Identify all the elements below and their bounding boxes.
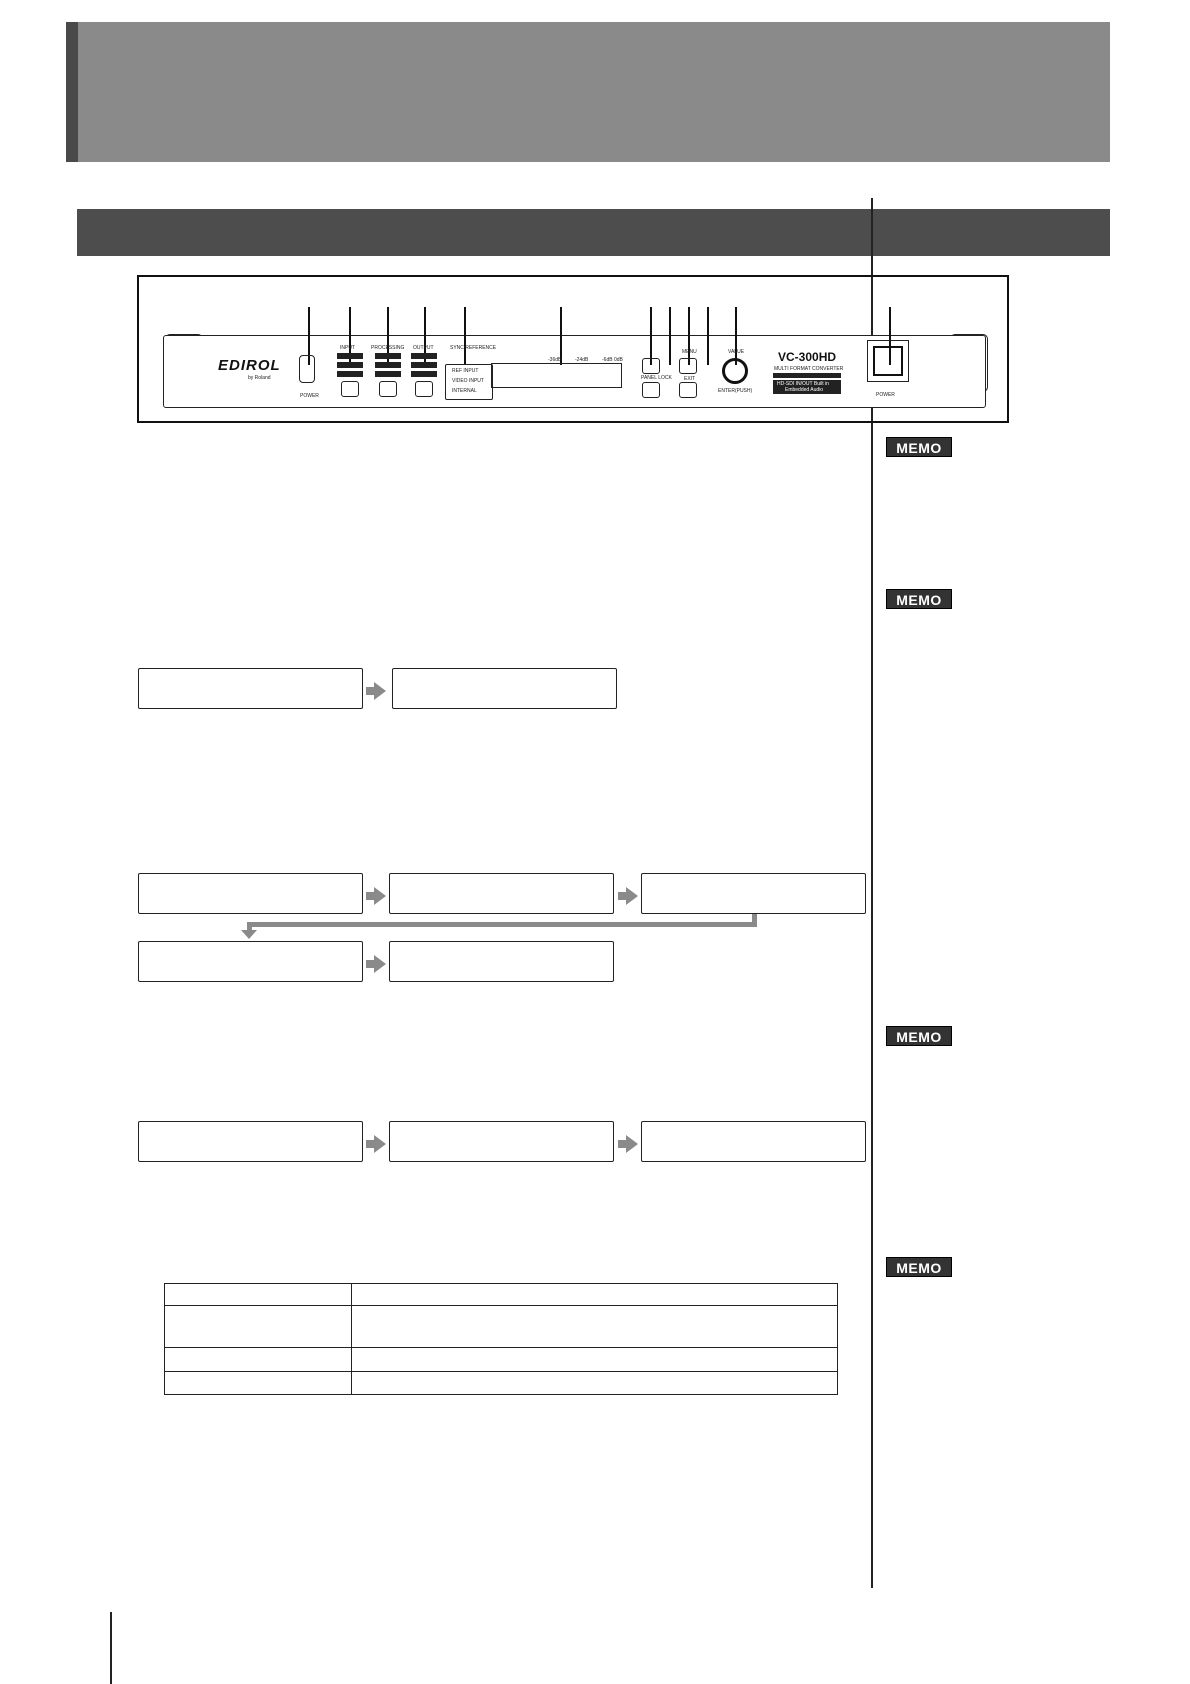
lcd-screen-scaling-type: [138, 873, 363, 914]
flow-connector: [247, 922, 252, 930]
lcd-line: [393, 1161, 610, 1162]
memo-badge: MEMO: [886, 589, 952, 609]
table-row: [165, 1348, 838, 1372]
lcd-screen-tc-generate: [389, 941, 614, 982]
flow-arrow-icon: [374, 682, 386, 700]
section-title-bar: [77, 209, 1110, 256]
meter-label: 0dB: [614, 357, 623, 363]
brand-sub: by Roland: [248, 375, 271, 381]
table-cell: [165, 1306, 352, 1348]
input-indicators: [337, 362, 363, 368]
table-row: [165, 1372, 838, 1395]
output-indicators: [411, 371, 437, 377]
callout-line: [688, 307, 690, 365]
flow-arrow-stem: [618, 892, 626, 900]
output-indicators: [411, 353, 437, 359]
lcd-line: [393, 981, 610, 982]
lcd-screen-video-source: [138, 668, 363, 709]
lcd-line: [142, 708, 359, 709]
value-label: VALUE: [728, 349, 745, 355]
input-button[interactable]: [341, 381, 359, 397]
lcd-screen-out-zoom: [389, 873, 614, 914]
exit-button[interactable]: [679, 382, 697, 398]
sync-option: INTERNAL: [452, 388, 477, 394]
processing-label: PROCESSING: [371, 345, 405, 351]
power-switch[interactable]: [867, 340, 909, 382]
lcd-screen-audio-delay: [641, 873, 866, 914]
table-cell: [352, 1306, 838, 1348]
lcd-line: [645, 1161, 862, 1162]
page-edge-rule: [110, 1612, 112, 1684]
table-cell: [165, 1372, 352, 1395]
format-badges: [773, 373, 841, 378]
output-indicators: [411, 362, 437, 368]
processing-indicators: [375, 362, 401, 368]
meter-label: -6dB: [602, 357, 613, 363]
lcd-line: [142, 981, 359, 982]
exit-label: EXIT: [684, 376, 696, 382]
lcd-line: [393, 913, 610, 914]
callout-line: [669, 307, 671, 365]
device-lcd: [491, 363, 622, 388]
chapter-title-bar: [66, 22, 1110, 162]
flow-arrow-stem: [366, 960, 374, 968]
table-cell: [352, 1372, 838, 1395]
sync-option: VIDEO INPUT: [452, 378, 484, 384]
flow-arrow-icon: [374, 955, 386, 973]
lcd-screen-test-pattern: [389, 1121, 614, 1162]
sync-reference-label: SYNC REFERENCE: [450, 345, 497, 351]
callout-line: [707, 307, 709, 365]
flow-arrow-icon: [374, 1135, 386, 1153]
input-indicators: [337, 371, 363, 377]
lcd-line: [396, 708, 613, 709]
meter-label: -36dB: [548, 357, 562, 363]
model-note-box: [773, 380, 841, 394]
input-label: INPUT: [340, 345, 355, 351]
processing-button[interactable]: [379, 381, 397, 397]
table-cell: [352, 1348, 838, 1372]
flow-arrow-icon: [626, 1135, 638, 1153]
value-knob[interactable]: [722, 358, 748, 384]
model-note: Embedded Audio: [785, 387, 824, 393]
power-label: POWER: [876, 392, 895, 398]
flow-arrow-stem: [618, 1140, 626, 1148]
sync-option: REF INPUT: [452, 368, 479, 374]
table-cell: [352, 1284, 838, 1306]
table-cell: [165, 1348, 352, 1372]
chapter-title-edge: [66, 22, 78, 162]
table-row: [165, 1284, 838, 1306]
lcd-line: [142, 913, 359, 914]
panel-lock-button[interactable]: [642, 382, 660, 398]
brand-logo: EDIROL: [218, 357, 281, 374]
flow-arrow-stem: [366, 1140, 374, 1148]
flow-arrow-stem: [366, 687, 374, 695]
model-name: VC-300HD: [778, 350, 837, 364]
memo-badge: MEMO: [886, 1257, 952, 1277]
table-row: [165, 1306, 838, 1348]
processing-indicators: [375, 371, 401, 377]
output-button[interactable]: [415, 381, 433, 397]
lcd-screen-test-tone: [641, 1121, 866, 1162]
meter-label: -24dB: [575, 357, 589, 363]
power-rocker: [873, 346, 903, 376]
table-cell: [165, 1284, 352, 1306]
power-sub-label: POWER: [300, 393, 319, 399]
enter-label: ENTER(PUSH): [718, 388, 753, 394]
flow-connector: [247, 922, 757, 927]
callout-line: [464, 307, 466, 365]
memo-badge: MEMO: [886, 437, 952, 457]
sync-reference-box: [445, 364, 493, 400]
lcd-screen-video-out-format: [138, 1121, 363, 1162]
memo-badge: MEMO: [886, 1026, 952, 1046]
menu-button[interactable]: [679, 358, 697, 374]
flow-arrow-stem: [366, 892, 374, 900]
lock-switch[interactable]: [299, 355, 315, 383]
mail-button[interactable]: [642, 358, 660, 374]
flow-arrow-icon: [626, 887, 638, 905]
panel-lock-label: PANEL LOCK: [641, 375, 672, 381]
callout-line: [650, 307, 652, 365]
processing-indicators: [375, 353, 401, 359]
model-note: HD-SDI IN/OUT Built in: [777, 381, 829, 387]
flow-arrow-icon: [374, 887, 386, 905]
menu-label: MENU: [682, 349, 697, 355]
model-subtitle: MULTI FORMAT CONVERTER: [774, 366, 844, 372]
lcd-line: [142, 1161, 359, 1162]
output-label: OUTPUT: [413, 345, 434, 351]
input-indicators: [337, 353, 363, 359]
lcd-screen-audio-source: [392, 668, 617, 709]
lcd-screen-sync-source: [138, 941, 363, 982]
settings-table: [164, 1283, 838, 1395]
callout-line: [735, 307, 737, 365]
flow-down-arrow-icon: [241, 930, 257, 939]
